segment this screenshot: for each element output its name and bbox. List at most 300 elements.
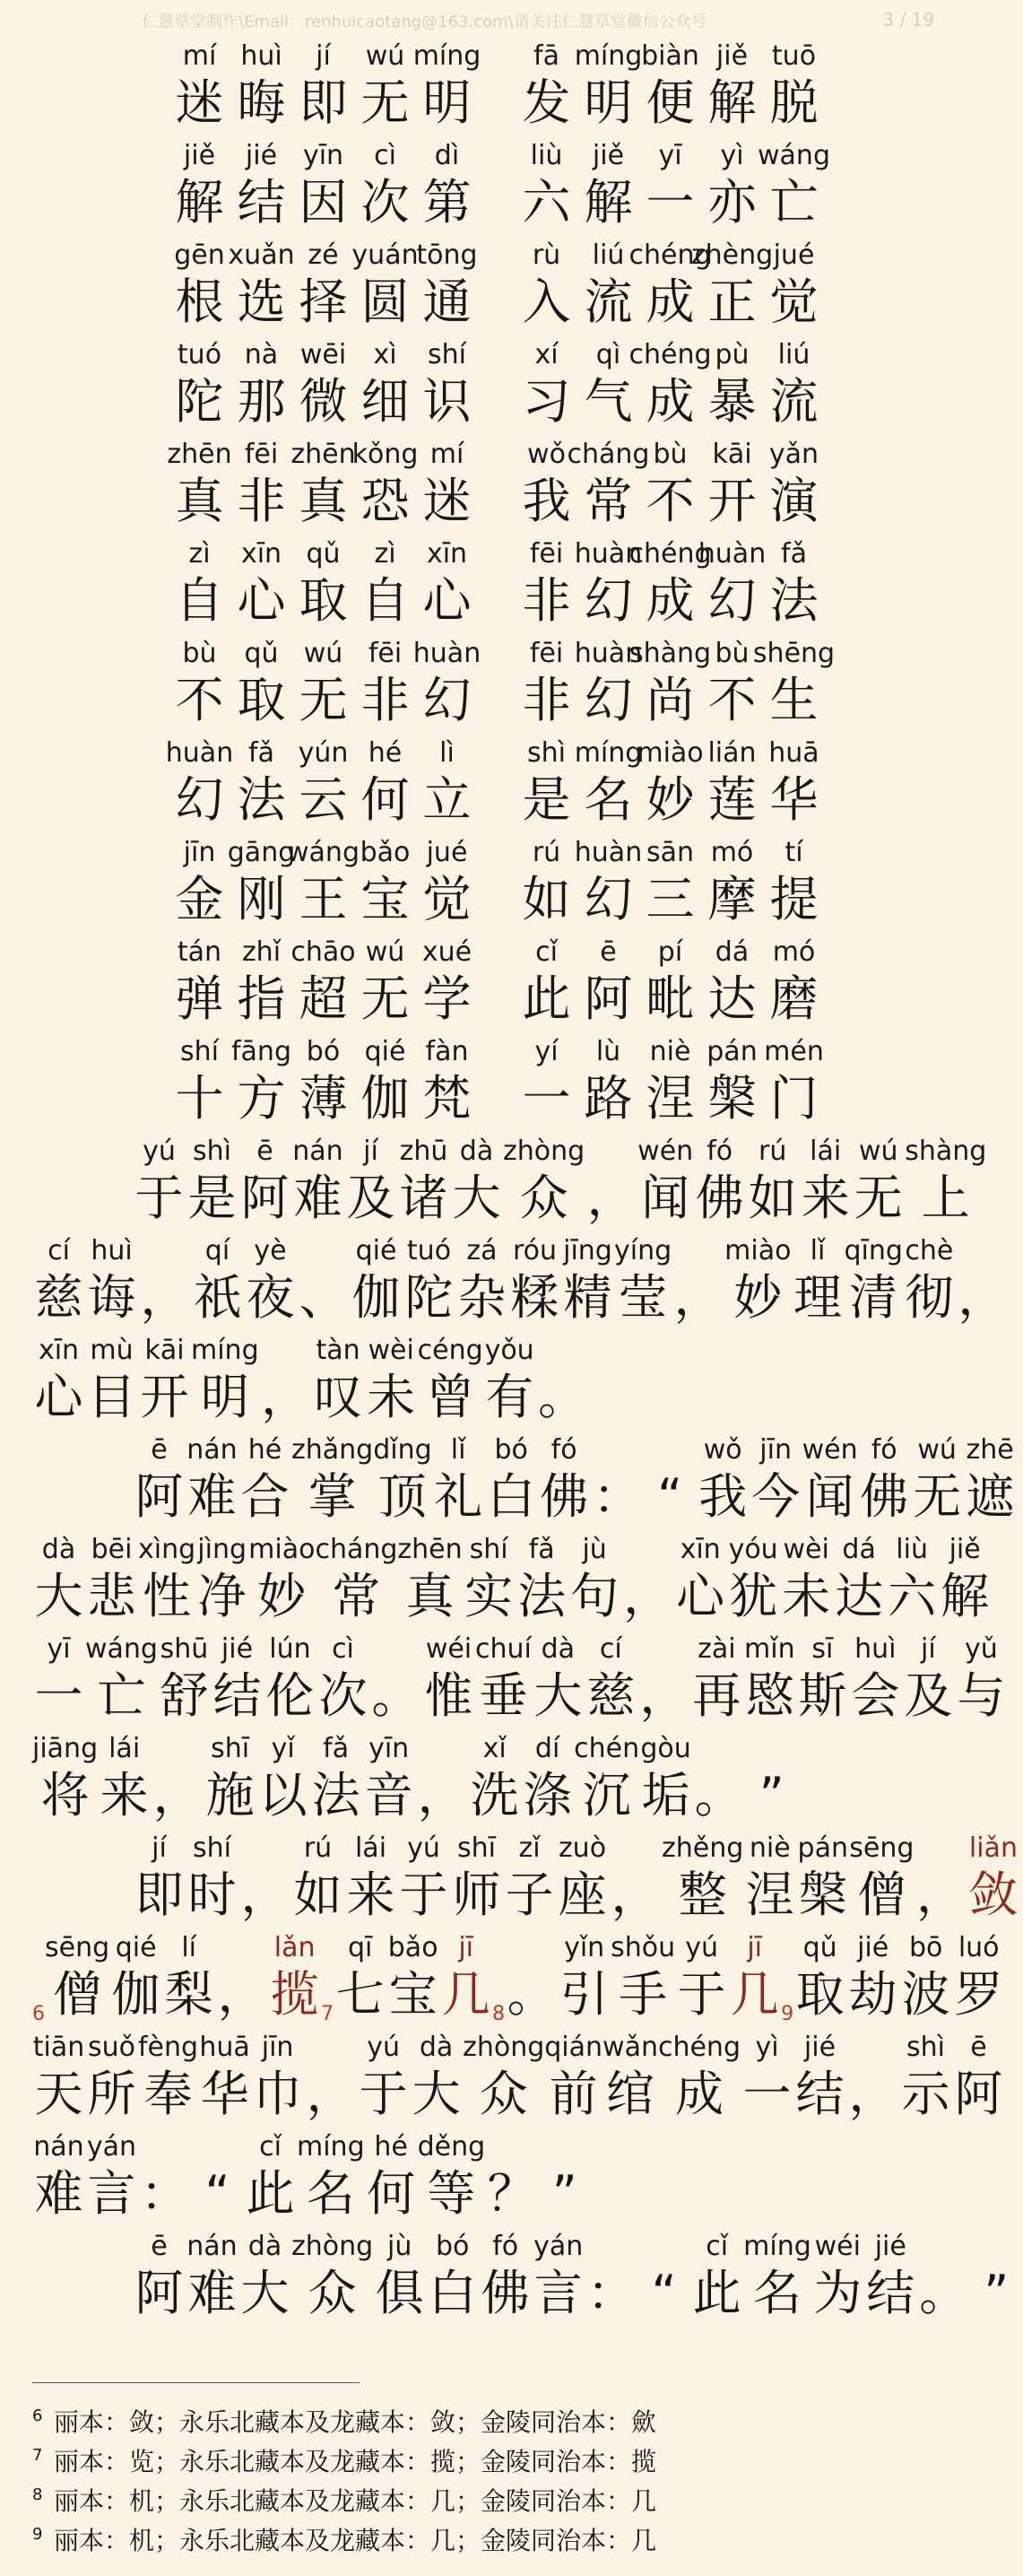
punctuation <box>538 2129 591 2223</box>
hanzi: 非 <box>237 473 286 529</box>
hanzi: ” <box>551 2165 577 2222</box>
hanzi: 诲 <box>87 1269 136 1326</box>
pinyin: wén <box>802 1434 858 1466</box>
hanzi: 真 <box>299 473 348 529</box>
character-with-pinyin <box>450 1134 503 1227</box>
hanzi: 门 <box>769 1070 819 1127</box>
hanzi: 何 <box>367 2165 416 2222</box>
punctuation <box>917 2229 970 2322</box>
hanzi: 无 <box>360 970 410 1027</box>
character-with-pinyin <box>230 437 292 530</box>
prose-line <box>0 1127 987 1227</box>
hanzi: 名 <box>752 2265 802 2321</box>
hanzi: 上 <box>921 1170 970 1226</box>
character-with-pinyin <box>508 1233 561 1327</box>
hanzi: 三 <box>646 871 695 927</box>
pinyin: yīn <box>302 140 344 171</box>
pinyin: qié <box>355 1235 397 1266</box>
character-with-pinyin <box>796 1831 849 1924</box>
character-with-pinyin <box>191 1233 244 1327</box>
hanzi: 于 <box>359 2066 408 2122</box>
character-with-pinyin <box>230 536 292 630</box>
hanzi: ， <box>140 1269 189 1326</box>
hanzi: 非 <box>522 572 571 629</box>
pinyin: tí <box>785 837 803 868</box>
hanzi: 实 <box>464 1568 514 1624</box>
character-with-pinyin <box>639 835 701 928</box>
hanzi: ， <box>958 1269 1007 1326</box>
hanzi: 成 <box>646 373 695 430</box>
character-with-pinyin <box>516 1034 577 1127</box>
pinyin: cháng <box>567 439 650 470</box>
character-with-pinyin <box>639 1034 701 1127</box>
character-with-pinyin <box>763 1034 825 1127</box>
hanzi: 不 <box>646 473 695 529</box>
character-with-pinyin <box>354 636 416 729</box>
pinyin: lù <box>595 1036 621 1067</box>
pinyin: zì <box>188 538 211 570</box>
hanzi: 涅 <box>646 1070 695 1127</box>
hanzi: 微 <box>299 373 348 430</box>
character-with-pinyin <box>483 1333 536 1426</box>
pinyin: lǎn <box>273 1932 316 1963</box>
pinyin: fèng <box>138 2032 199 2063</box>
pinyin: zhòng <box>503 1136 585 1167</box>
hanzi: 合 <box>240 1468 290 1525</box>
hanzi: 流 <box>584 274 633 330</box>
hanzi: 为 <box>813 2265 863 2321</box>
hanzi: 亡 <box>769 174 819 231</box>
character-with-pinyin <box>902 1632 955 1725</box>
pinyin: jué <box>773 239 815 271</box>
character-with-pinyin <box>743 2229 811 2322</box>
pinyin: zǐ <box>518 1832 541 1864</box>
pinyin: zài <box>698 1633 736 1665</box>
character-with-pinyin <box>169 437 230 530</box>
hanzi: 圆 <box>360 274 410 330</box>
character-with-pinyin <box>292 935 354 1028</box>
verse-line <box>0 32 968 132</box>
punctuation <box>138 1233 191 1327</box>
character-with-pinyin <box>85 2030 138 2123</box>
hanzi: 等 <box>427 2165 476 2222</box>
character-with-pinyin <box>416 536 478 630</box>
pinyin: shì <box>193 1136 231 1167</box>
hanzi: 座 <box>558 1867 607 1923</box>
pinyin: fāng <box>230 1036 291 1067</box>
pinyin: xuǎn <box>228 239 295 271</box>
hanzi: 闻 <box>641 1170 690 1226</box>
pinyin: chéng <box>629 538 712 570</box>
character-with-pinyin <box>639 1731 692 1824</box>
hanzi: 精 <box>563 1269 612 1326</box>
pinyin: chéng <box>629 339 712 370</box>
character-with-pinyin <box>967 1831 1019 1924</box>
pinyin: chāo <box>290 936 356 968</box>
pinyin: bǎo <box>387 1932 438 1963</box>
character-with-pinyin <box>315 1532 397 1625</box>
pinyin: qí <box>204 1235 230 1266</box>
character-with-pinyin <box>741 2030 793 2123</box>
character-with-pinyin <box>344 1134 397 1227</box>
hanzi: 幻 <box>584 672 633 728</box>
pinyin: fó <box>871 1434 897 1466</box>
hanzi: ， <box>261 1369 310 1425</box>
character-with-pinyin <box>690 1632 743 1725</box>
hanzi: 超 <box>299 970 348 1027</box>
character-with-pinyin <box>479 2229 532 2322</box>
hanzi: 无 <box>913 1468 962 1525</box>
pinyin: míng <box>297 2131 365 2163</box>
hanzi: 难 <box>293 1170 342 1226</box>
hanzi: 次 <box>318 1667 368 1724</box>
hanzi: 结 <box>795 2066 845 2122</box>
hanzi: ， <box>673 1269 723 1326</box>
hanzi: 阿 <box>584 970 633 1027</box>
pinyin: jiāng <box>32 1733 99 1764</box>
hanzi: 陀 <box>175 373 224 430</box>
footnote-marker: 9 <box>781 2003 794 2025</box>
character-with-pinyin <box>165 735 234 829</box>
pinyin: huàn <box>574 837 643 868</box>
pinyin: bǎo <box>360 837 411 868</box>
pinyin: bù <box>182 638 217 669</box>
character-with-pinyin <box>516 138 577 231</box>
character-with-pinyin <box>463 1532 516 1625</box>
character-with-pinyin <box>350 1233 403 1327</box>
footnote-marker: 6 <box>32 2003 45 2025</box>
pinyin: jié <box>245 140 278 171</box>
hanzi: 大 <box>240 2265 290 2321</box>
character-with-pinyin <box>169 636 230 729</box>
character-with-pinyin <box>701 835 763 928</box>
pinyin: róu <box>512 1235 558 1266</box>
hanzi: 刚 <box>237 871 286 927</box>
footnote-text: 丽本：敛；永乐北藏本及龙藏本：敛；金陵同治本：歛 <box>54 2407 657 2437</box>
character-with-pinyin <box>244 2129 297 2223</box>
pinyin: nán <box>186 1434 238 1466</box>
hanzi: 。 <box>919 2265 968 2321</box>
hanzi: 佛 <box>695 1170 744 1226</box>
pinyin: jīng <box>563 1235 612 1266</box>
pinyin: yíng <box>614 1235 672 1266</box>
hanzi: 、 <box>299 1269 348 1326</box>
hanzi: 天 <box>34 2066 83 2122</box>
character-with-pinyin <box>780 1532 833 1625</box>
pinyin: jí <box>152 1832 167 1864</box>
character-with-pinyin <box>138 1333 191 1426</box>
character-with-pinyin <box>637 735 704 829</box>
character-with-pinyin <box>952 2030 1005 2123</box>
pinyin: yǐ <box>271 1733 295 1764</box>
character-with-pinyin <box>728 1930 781 2023</box>
pinyin: shū <box>160 1633 209 1665</box>
hanzi: 洗 <box>470 1767 519 1823</box>
hanzi: 非 <box>522 672 571 728</box>
hanzi: 不 <box>707 672 757 728</box>
pinyin: fó <box>707 1136 733 1167</box>
hanzi: ” <box>984 2265 1010 2321</box>
character-with-pinyin <box>169 238 230 331</box>
hanzi: 难 <box>34 2165 83 2222</box>
character-with-pinyin <box>516 1532 568 1625</box>
verse-line <box>0 431 968 530</box>
hanzi: 与 <box>957 1667 1006 1724</box>
footnote-marker: 7 <box>321 2003 334 2025</box>
punctuation <box>151 1731 204 1824</box>
hanzi: 常 <box>332 1568 381 1624</box>
pinyin: fēi <box>244 439 279 470</box>
character-with-pinyin <box>752 636 836 729</box>
pinyin: shì <box>906 2032 945 2063</box>
pinyin: dǐng <box>373 1434 432 1466</box>
pinyin: miào <box>637 737 704 769</box>
pinyin: lí <box>181 1932 196 1963</box>
hanzi: 弹 <box>175 970 224 1027</box>
footnote-item <box>32 2484 938 2523</box>
pinyin: qǔ <box>306 538 341 570</box>
character-with-pinyin <box>291 1831 344 1924</box>
hanzi: 自 <box>175 572 224 629</box>
character-with-pinyin <box>169 1034 230 1127</box>
hanzi: 时 <box>187 1867 237 1923</box>
character-with-pinyin <box>637 1134 693 1227</box>
hanzi: 无 <box>299 672 348 728</box>
pinyin: tuó <box>177 339 222 370</box>
pinyin: rù <box>532 239 561 271</box>
hanzi: 立 <box>422 771 472 828</box>
character-with-pinyin <box>344 1831 397 1924</box>
hanzi: 阿 <box>134 2265 184 2321</box>
pinyin: cì <box>374 140 396 171</box>
hanzi: 叹 <box>314 1369 363 1425</box>
character-with-pinyin <box>292 536 354 630</box>
pinyin: jù <box>386 2231 412 2262</box>
pinyin: liǎn <box>968 1832 1018 1864</box>
pinyin: mó <box>710 837 754 868</box>
pinyin: cháng <box>315 1534 398 1565</box>
punctuation <box>505 1930 558 2023</box>
hanzi: 薄 <box>299 1070 348 1127</box>
hanzi: 众 <box>519 1170 568 1226</box>
punctuation <box>238 1831 291 1924</box>
character-with-pinyin <box>952 1930 1005 2023</box>
character-with-pinyin <box>701 935 763 1028</box>
pinyin: fǎ <box>781 538 807 570</box>
hanzi: 心 <box>676 1568 725 1624</box>
footnote-number: 6 <box>32 2406 43 2425</box>
prose-line <box>0 2023 1003 2123</box>
hanzi: 法 <box>237 771 286 828</box>
punctuation <box>672 1233 724 1327</box>
pinyin: tuō <box>771 40 817 72</box>
character-with-pinyin <box>410 2030 463 2123</box>
character-with-pinyin <box>544 2030 603 2123</box>
pinyin: nán <box>186 2231 238 2262</box>
hanzi: 师 <box>452 1867 501 1923</box>
pinyin: niè <box>749 1832 791 1864</box>
hanzi: ， <box>306 2066 355 2122</box>
character-with-pinyin <box>811 2229 864 2322</box>
character-with-pinyin <box>675 1930 728 2023</box>
character-with-pinyin <box>138 2030 198 2123</box>
hanzi: 暴 <box>707 373 757 430</box>
pinyin: luó <box>958 1932 1000 1963</box>
pinyin: míng <box>574 40 643 72</box>
character-with-pinyin <box>292 138 354 231</box>
pinyin: wú <box>858 1136 898 1167</box>
pinyin: wú <box>365 936 405 968</box>
character-with-pinyin <box>32 1333 85 1426</box>
hanzi: 成 <box>674 2066 724 2122</box>
character-with-pinyin <box>503 1831 556 1924</box>
hanzi: ， <box>848 2066 897 2122</box>
character-with-pinyin <box>227 835 296 928</box>
character-with-pinyin <box>248 1532 315 1625</box>
hanzi: 是 <box>187 1170 237 1226</box>
character-with-pinyin <box>864 2229 917 2322</box>
prose-line <box>0 1526 990 1625</box>
hanzi: ， <box>217 1966 266 2023</box>
hanzi: 顶 <box>377 1468 427 1525</box>
character-with-pinyin <box>475 1632 532 1725</box>
pinyin: dà <box>459 1136 494 1167</box>
character-with-pinyin <box>521 1731 574 1824</box>
hanzi: 今 <box>751 1468 801 1525</box>
punctuation <box>585 2229 637 2322</box>
pinyin: pán <box>707 1036 758 1067</box>
pinyin: tōng <box>416 239 478 271</box>
pinyin: zì <box>374 538 396 570</box>
pinyin: yóu <box>728 1534 778 1565</box>
character-with-pinyin <box>558 1930 611 2023</box>
character-with-pinyin <box>758 138 830 231</box>
character-with-pinyin <box>516 536 577 630</box>
pinyin: jí <box>363 1136 378 1167</box>
character-with-pinyin <box>85 1233 138 1327</box>
character-with-pinyin <box>169 138 230 231</box>
pinyin: xìng <box>138 1534 196 1565</box>
character-with-pinyin <box>532 1632 585 1725</box>
pinyin: pán <box>797 1832 848 1864</box>
pinyin: liú <box>777 339 811 370</box>
character-with-pinyin <box>195 1532 248 1625</box>
character-with-pinyin <box>763 39 825 132</box>
hanzi: 言 <box>533 2265 583 2321</box>
hanzi: 尚 <box>646 672 695 728</box>
character-with-pinyin <box>697 1432 750 1526</box>
hanzi: 再 <box>692 1667 741 1724</box>
hanzi: 来 <box>100 1767 149 1823</box>
pinyin: qīng <box>844 1235 903 1266</box>
hanzi: 解 <box>175 174 224 231</box>
pinyin: xí <box>534 339 559 370</box>
pinyin: pí <box>657 936 683 968</box>
pinyin: huì <box>240 40 282 72</box>
pinyin: cǐ <box>259 2131 282 2163</box>
hanzi: 根 <box>175 274 224 330</box>
hanzi: 正 <box>707 274 757 330</box>
hanzi: 明 <box>584 74 633 131</box>
hanzi: 。 <box>371 1667 420 1724</box>
pinyin: liù <box>896 1534 928 1565</box>
hanzi: 一 <box>522 1070 571 1127</box>
pinyin: jīn <box>183 837 216 868</box>
hanzi: 慈 <box>586 1667 636 1724</box>
verse-line <box>0 729 968 829</box>
pinyin: yǎn <box>768 439 819 470</box>
character-with-pinyin <box>416 1034 478 1127</box>
hanzi: 如 <box>522 871 571 927</box>
pinyin: yī <box>47 1633 71 1665</box>
pinyin: yú <box>367 2032 400 2063</box>
character-with-pinyin <box>230 39 292 132</box>
pinyin: huàn <box>698 538 767 570</box>
hanzi: 曾 <box>426 1369 475 1425</box>
pinyin: jī <box>458 1932 473 1963</box>
hanzi: 何 <box>360 771 410 828</box>
pinyin: chén <box>574 1733 640 1764</box>
punctuation <box>369 1632 422 1725</box>
hanzi: 所 <box>87 2066 136 2122</box>
pinyin: míng <box>191 1335 259 1366</box>
pinyin: yǐn <box>564 1932 605 1963</box>
hanzi: 夜 <box>246 1269 295 1326</box>
hanzi: 我 <box>698 1468 748 1525</box>
punctuation <box>297 1233 350 1327</box>
pinyin: bó <box>306 1036 341 1067</box>
character-with-pinyin <box>354 337 416 431</box>
hanzi: 巾 <box>253 2066 302 2122</box>
hanzi: 成 <box>646 572 695 629</box>
pinyin: wǒ <box>703 1434 742 1466</box>
pinyin: hé <box>368 737 403 769</box>
hanzi: 如 <box>293 1867 342 1923</box>
hanzi: 莲 <box>707 771 757 828</box>
hanzi: 性 <box>143 1568 192 1624</box>
pinyin: lún <box>269 1633 311 1665</box>
pinyin: lái <box>108 1733 141 1764</box>
pinyin: huàn <box>412 638 481 669</box>
hanzi: 迷 <box>422 473 472 529</box>
character-with-pinyin <box>516 636 577 729</box>
pinyin: qié <box>115 1932 157 1963</box>
pinyin: huàn <box>574 638 643 669</box>
character-with-pinyin <box>568 1532 621 1625</box>
hanzi: 迷 <box>175 74 224 131</box>
hanzi: 明 <box>200 1369 249 1425</box>
pinyin: yì <box>755 2032 779 2063</box>
pinyin: bó <box>494 1434 528 1466</box>
pinyin: yí <box>534 1036 559 1067</box>
hanzi: 净 <box>197 1568 247 1624</box>
pinyin: wén <box>637 1136 694 1167</box>
punctuation <box>970 2229 1023 2322</box>
hanzi: 十 <box>175 1070 224 1127</box>
pinyin: zhòng <box>463 2032 545 2063</box>
footnote-item <box>32 2444 938 2484</box>
character-with-pinyin <box>485 1432 538 1526</box>
hanzi: 我 <box>522 473 571 529</box>
pinyin: dá <box>715 936 750 968</box>
verse-line <box>0 331 968 431</box>
hanzi: 愍 <box>745 1667 794 1724</box>
pinyin: wēi <box>299 339 347 370</box>
character-with-pinyin <box>292 636 354 729</box>
pinyin: nán <box>292 1136 343 1167</box>
hanzi: 佛 <box>860 1468 909 1525</box>
hanzi: 于 <box>399 1867 448 1923</box>
